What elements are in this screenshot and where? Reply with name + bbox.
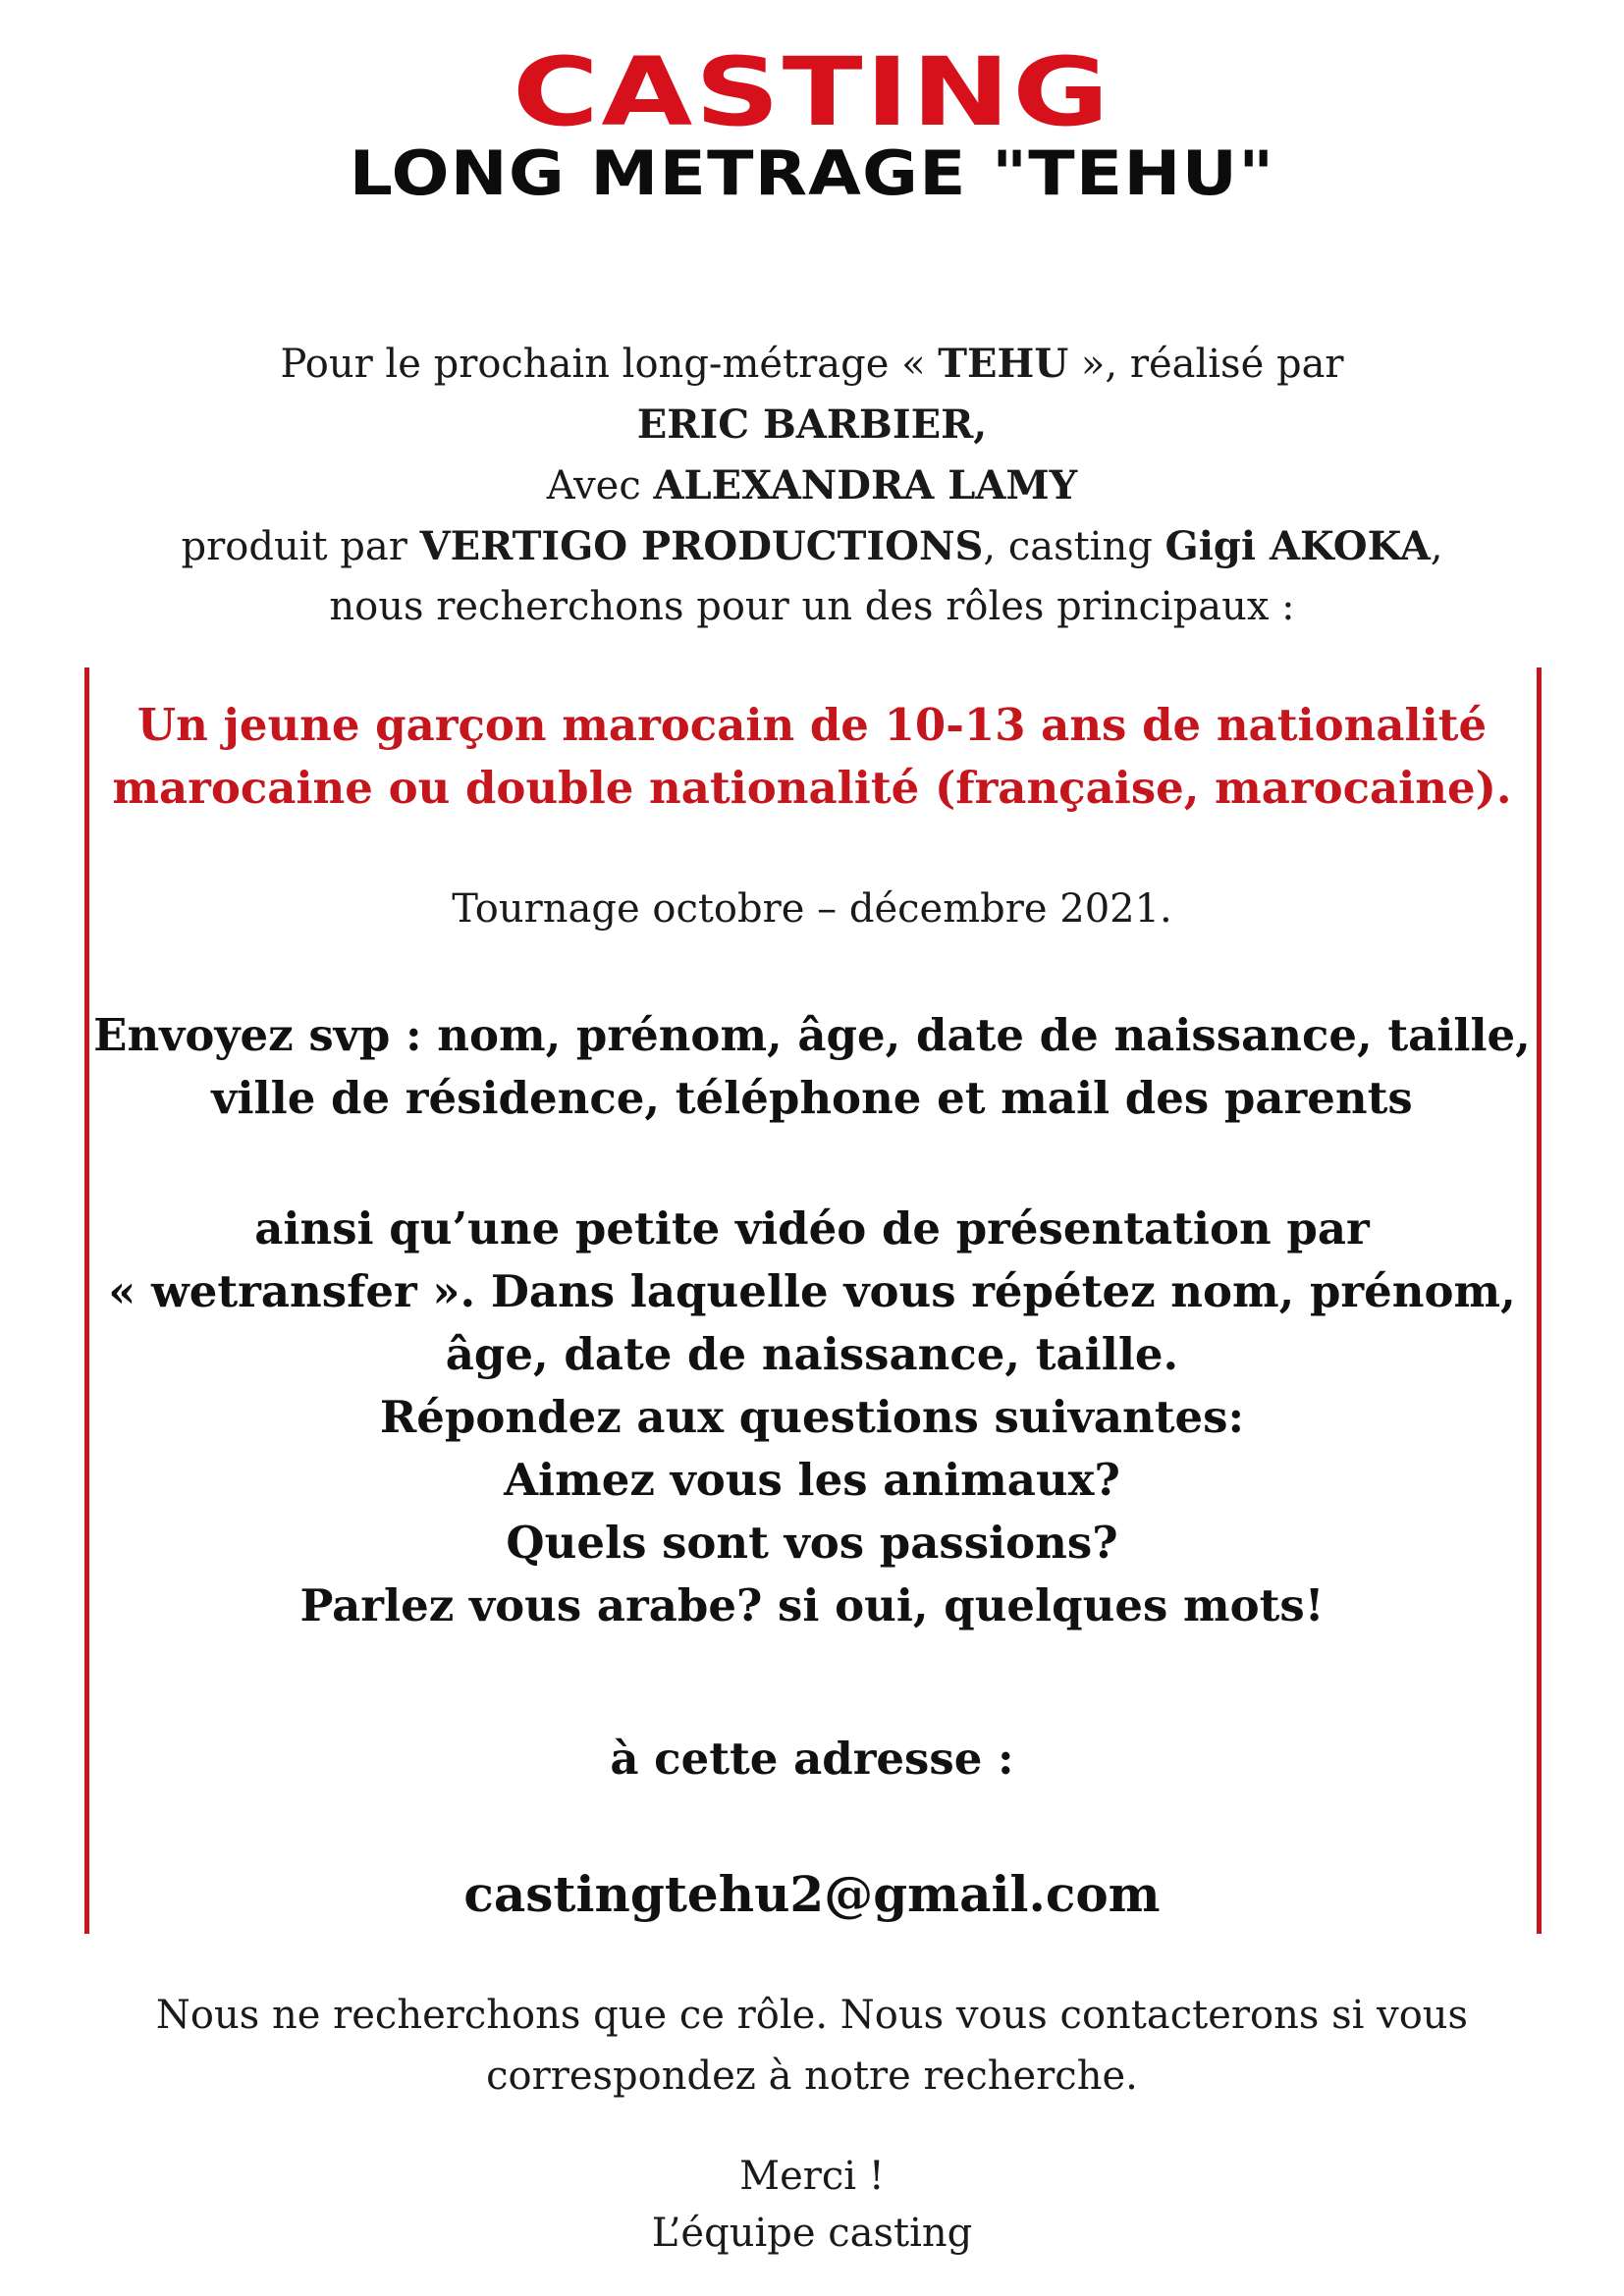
request-line-1: Envoyez svp : nom, prénom, âge, date de naissance, taille, (93, 1009, 1531, 1061)
request-line-2: ville de résidence, téléphone et mail des parents (211, 1072, 1413, 1124)
signoff-thanks: Merci ! (739, 2154, 885, 2199)
video-line-6: Quels sont vos passions? (506, 1517, 1118, 1569)
intro-line-2: ERIC BARBIER, (636, 401, 988, 448)
footer-line-2: correspondez à notre recherche. (486, 2054, 1138, 2099)
video-line-1: ainsi qu’une petite vidéo de présentation par (254, 1202, 1370, 1255)
address-label: à cette adresse : (610, 1733, 1014, 1785)
film-subtitle: LONG METRAGE "TEHU" (349, 137, 1275, 209)
video-line-3: âge, date de naissance, taille. (445, 1328, 1179, 1380)
video-line-7: Parlez vous arabe? si oui, quelques mots! (299, 1579, 1325, 1631)
role-line-2: marocaine ou double nationalité (française, marocaine). (112, 762, 1512, 814)
intro-line-4: produit par VERTIGO PRODUCTIONS, casting Gigi AKOKA, (181, 523, 1443, 569)
intro-paragraph (0, 334, 1624, 637)
intro-line-1: Pour le prochain long-métrage « TEHU », réalisé par (280, 341, 1344, 387)
signoff (0, 2148, 1624, 2262)
casting-title: CASTING (512, 37, 1112, 147)
video-line-2: « wetransfer ». Dans laquelle vous répétez nom, prénom, (108, 1265, 1516, 1317)
signoff-team: L’équipe casting (651, 2211, 973, 2256)
shooting-dates: Tournage octobre – décembre 2021. (452, 886, 1172, 932)
video-line-4: Répondez aux questions suivantes: (379, 1391, 1245, 1443)
intro-line-3: Avec ALEXANDRA LAMY (546, 462, 1078, 508)
video-paragraph (0, 1198, 1624, 1637)
footer-note (0, 1985, 1624, 2107)
intro-line-5: nous recherchons pour un des rôles principaux : (329, 584, 1295, 629)
role-description (0, 694, 1624, 820)
footer-line-1: Nous ne recherchons que ce rôle. Nous vous contacterons si vous (155, 1993, 1469, 2038)
contact-email[interactable]: castingtehu2@gmail.com (463, 1865, 1161, 1923)
request-paragraph (0, 1004, 1624, 1130)
role-line-1: Un jeune garçon marocain de 10-13 ans de nationalité (136, 699, 1488, 751)
video-line-5: Aimez vous les animaux? (504, 1454, 1120, 1506)
